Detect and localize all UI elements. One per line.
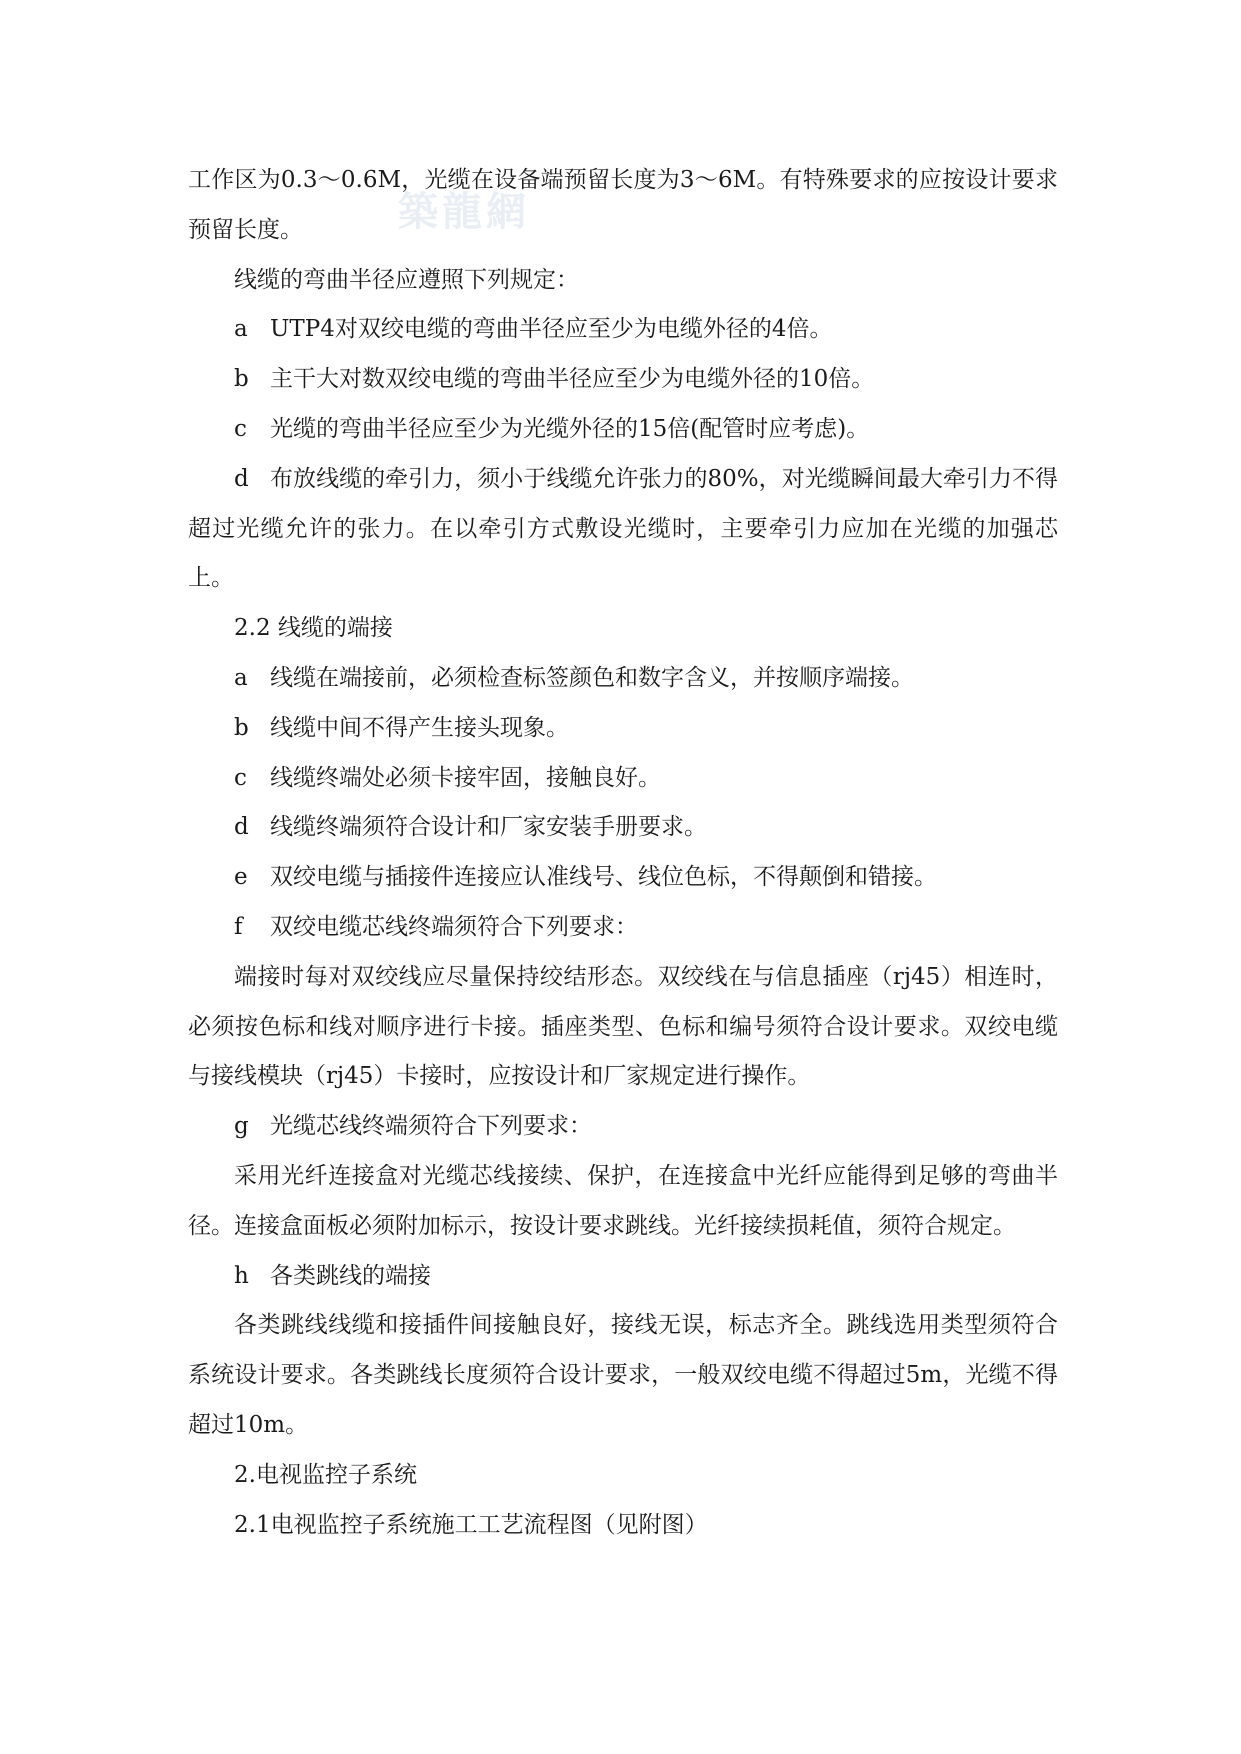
list-text: 各类跳线的端接 (270, 1262, 431, 1289)
list-item-term-a (188, 654, 1058, 704)
list-item-bend-b (188, 355, 1058, 405)
paragraph-twisted-pair-termination: 端接时每对双绞线应尽量保持绞结形态。双绞线在与信息插座（rj45）相连时，必须按色标和线对顺序进行卡接。插座类型、色标和编号须符合设计要求。双绞电缆与接线模块（rj45）卡接时，应按设计和厂家规定进行操作。 (188, 963, 1058, 1090)
list-text: 主干大对数双绞电缆的弯曲半径应至少为电缆外径的10倍。 (270, 366, 875, 393)
list-text: 布放线缆的牵引力，须小于线缆允许张力的80%，对光缆瞬间最大牵引力不得超过光缆允许的张力。在以牵引方式敷设光缆时，主要牵引力应加在光缆的加强芯上。 (188, 465, 1058, 592)
list-letter: f (234, 913, 243, 940)
list-letter: h (234, 1262, 249, 1289)
list-text: 线缆终端须符合设计和厂家安装手册要求。 (270, 814, 707, 841)
section-heading-cctv: 2.电视监控子系统 (234, 1461, 417, 1488)
document-body (188, 156, 1058, 1550)
paragraph-bend-radius-intro: 线缆的弯曲半径应遵照下列规定： (234, 266, 579, 293)
list-text: 光缆芯线终端须符合下列要求： (270, 1113, 592, 1140)
list-letter: c (234, 764, 247, 791)
list-text: 线缆终端处必须卡接牢固，接触良好。 (270, 764, 661, 791)
list-letter: d (234, 465, 249, 492)
list-item-term-h (188, 1252, 1058, 1302)
list-letter: a (234, 664, 248, 691)
list-item-bend-c (188, 405, 1058, 455)
section-heading-termination: 2.2 线缆的端接 (234, 615, 393, 642)
paragraph-patch-cords: 各类跳线线缆和接插件间接触良好，接线无误，标志齐全。跳线选用类型须符合系统设计要求。各类跳线长度须符合设计要求，一般双绞电缆不得超过5m，光缆不得超过10m。 (188, 1312, 1058, 1438)
list-text: 光缆的弯曲半径应至少为光缆外径的15倍(配管时应考虑)。 (270, 415, 870, 442)
section-heading-cctv-flowchart: 2.1电视监控子系统施工工艺流程图（见附图） (234, 1511, 708, 1538)
list-letter: b (234, 366, 249, 393)
list-letter: a (234, 316, 248, 343)
list-item-term-f (188, 903, 1058, 953)
list-item-term-c (188, 754, 1058, 804)
watermark: 築龍網 (398, 188, 530, 235)
list-letter: b (234, 714, 249, 741)
list-item-term-d (188, 803, 1058, 853)
list-letter: c (234, 415, 247, 442)
list-letter: d (234, 814, 249, 841)
list-item-term-g (188, 1102, 1058, 1152)
list-text: 线缆在端接前，必须检查标签颜色和数字含义，并按顺序端接。 (270, 664, 914, 691)
list-item-term-e (188, 853, 1058, 903)
list-item-bend-a (188, 305, 1058, 355)
list-text: 双绞电缆与插接件连接应认准线号、线位色标，不得颠倒和错接。 (270, 864, 937, 891)
paragraph-fiber-splice: 采用光纤连接盒对光缆芯线接续、保护，在连接盒中光纤应能得到足够的弯曲半径。连接盒面板必须附加标示，按设计要求跳线。光纤接续损耗值，须符合规定。 (188, 1162, 1058, 1239)
list-letter: e (234, 864, 248, 891)
list-text: 双绞电缆芯线终端须符合下列要求： (270, 913, 638, 940)
list-item-term-b (188, 704, 1058, 754)
list-text: UTP4对双绞电缆的弯曲半径应至少为电缆外径的4倍。 (270, 316, 833, 343)
list-item-bend-d (188, 455, 1058, 604)
list-letter: g (234, 1113, 249, 1140)
list-text: 线缆中间不得产生接头现象。 (270, 714, 569, 741)
paragraph-work-area-length: 工作区为0.3～0.6M，光缆在设备端预留长度为3～6M。有特殊要求的应按设计要求预留长度。 (188, 167, 1058, 243)
